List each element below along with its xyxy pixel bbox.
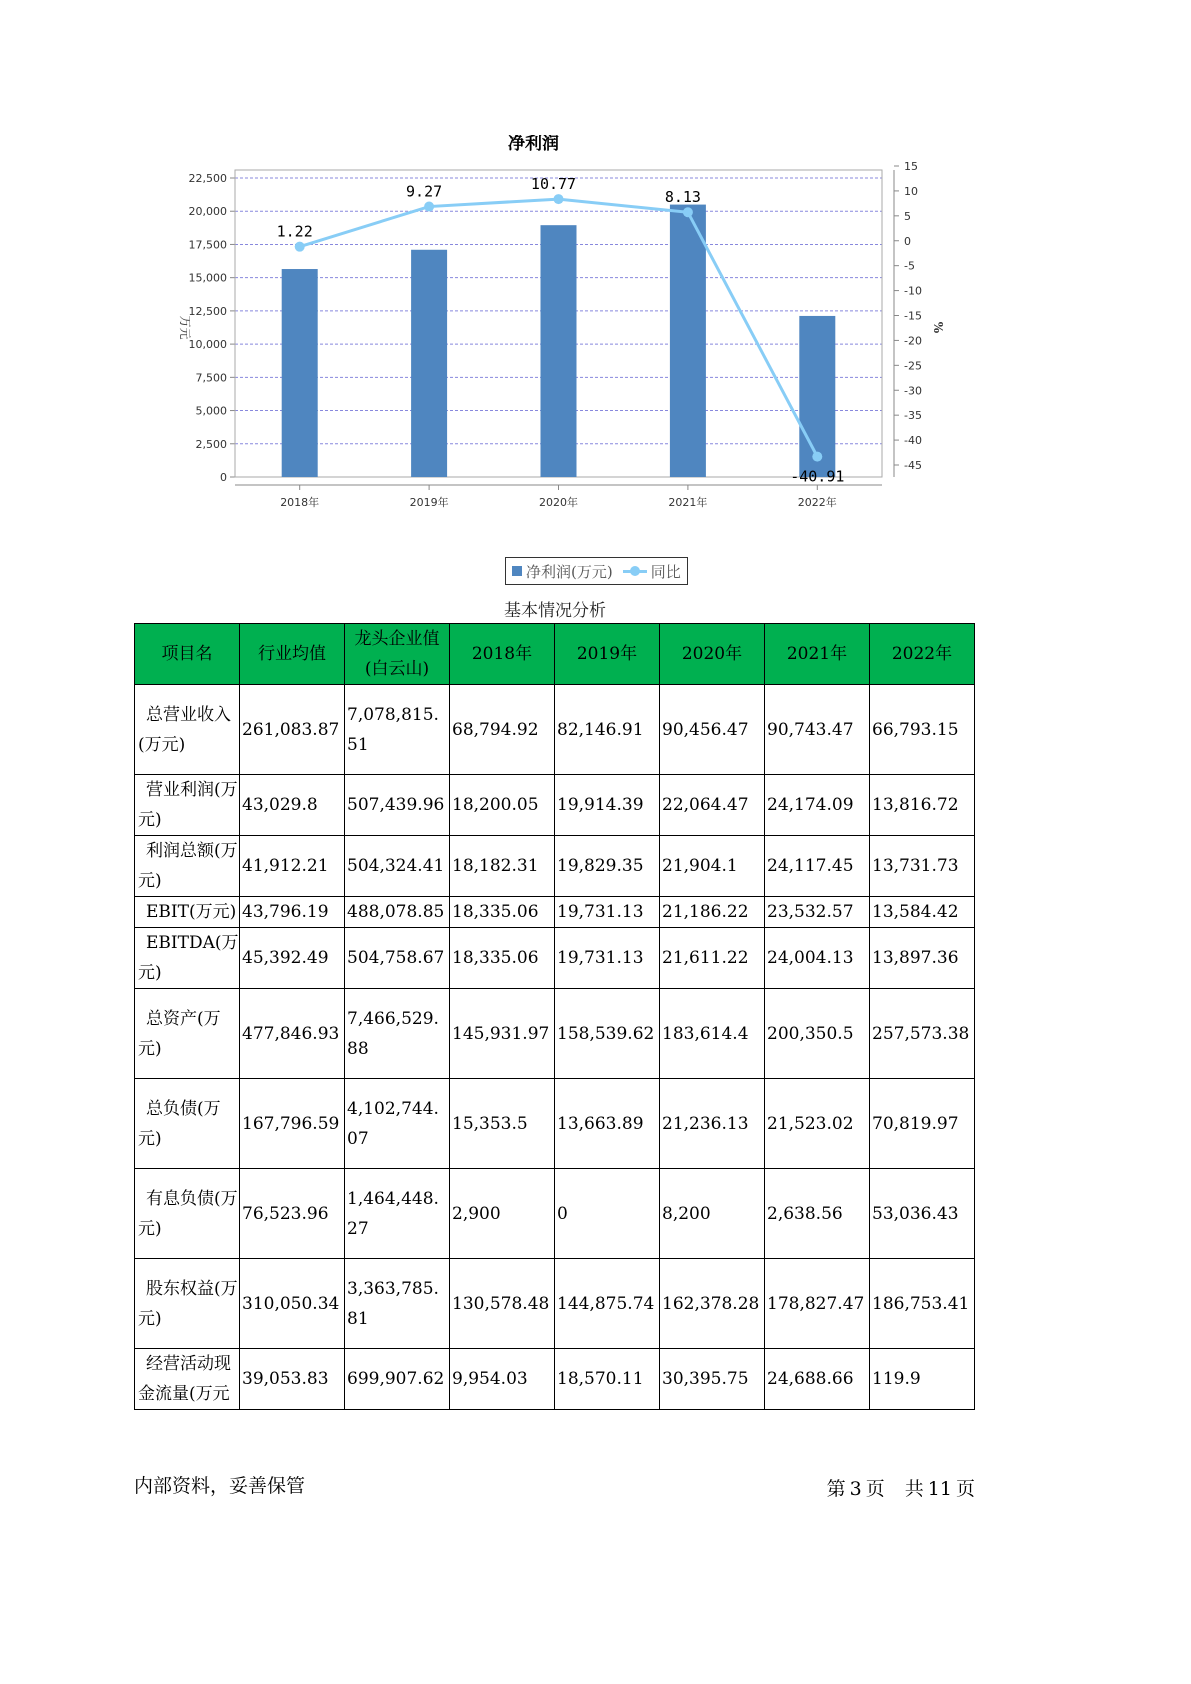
- yoy-point-4: [812, 452, 822, 462]
- value-cell: 19,731.13: [555, 897, 660, 928]
- value-cell: 22,064.47: [660, 775, 765, 836]
- value-cell: 1,464,448.27: [345, 1169, 450, 1259]
- x-tick-label: 2018年: [280, 496, 320, 509]
- row-label-cell: EBITDA(万元): [135, 928, 240, 989]
- basic-analysis-table: [134, 623, 975, 1410]
- table-row: [135, 928, 975, 989]
- table-header-row: [135, 624, 975, 685]
- row-label-cell: 总负债(万元): [135, 1079, 240, 1169]
- left-axis-title: 万元: [178, 315, 192, 340]
- row-label-cell: 总资产(万元): [135, 989, 240, 1079]
- value-cell: 19,914.39: [555, 775, 660, 836]
- row-label-cell: 有息负债(万元): [135, 1169, 240, 1259]
- right-tick-label: 0: [904, 234, 911, 248]
- table-row: [135, 1079, 975, 1169]
- value-cell: 82,146.91: [555, 685, 660, 775]
- x-tick-label: 2020年: [539, 496, 578, 509]
- header-cell: 龙头企业值(白云山): [345, 624, 450, 685]
- yoy-data-label: 10.77: [530, 175, 577, 194]
- right-tick-label: -40: [904, 434, 922, 448]
- value-cell: 43,796.19: [240, 897, 345, 928]
- value-cell: 19,829.35: [555, 836, 660, 897]
- value-cell: 8,200: [660, 1169, 765, 1259]
- value-cell: 13,731.73: [870, 836, 975, 897]
- left-tick-label: 10,000: [188, 338, 227, 352]
- value-cell: 200,350.5: [765, 989, 870, 1079]
- value-cell: 261,083.87: [240, 685, 345, 775]
- legend-label-line: 同比: [650, 562, 681, 581]
- value-cell: 507,439.96: [345, 775, 450, 836]
- value-cell: 21,186.22: [660, 897, 765, 928]
- right-tick-label: -45: [904, 459, 922, 472]
- value-cell: 24,004.13: [765, 928, 870, 989]
- left-tick-label: 2,500: [195, 437, 227, 451]
- yoy-point-0: [295, 242, 305, 252]
- value-cell: 3,363,785.81: [345, 1259, 450, 1349]
- page-indicator: [823, 1474, 975, 1501]
- value-cell: 310,050.34: [240, 1259, 345, 1349]
- value-cell: 183,614.4: [660, 989, 765, 1079]
- table-row: [135, 1349, 975, 1410]
- chart-canvas: [175, 135, 975, 555]
- value-cell: 21,236.13: [660, 1079, 765, 1169]
- value-cell: 21,523.02: [765, 1079, 870, 1169]
- net-profit-chart: [175, 135, 975, 595]
- value-cell: 24,688.66: [765, 1349, 870, 1410]
- table-row: [135, 989, 975, 1079]
- left-tick-label: 17,500: [188, 238, 227, 252]
- value-cell: 13,584.42: [870, 897, 975, 928]
- header-cell: 2021年: [765, 624, 870, 685]
- value-cell: 9,954.03: [450, 1349, 555, 1410]
- value-cell: 53,036.43: [870, 1169, 975, 1259]
- value-cell: 2,900: [450, 1169, 555, 1259]
- value-cell: 7,466,529.88: [345, 989, 450, 1079]
- value-cell: 488,078.85: [345, 897, 450, 928]
- value-cell: 24,117.45: [765, 836, 870, 897]
- left-tick-label: 7,500: [195, 371, 227, 385]
- yoy-data-label: 9.27: [406, 182, 443, 201]
- total-unit: 页: [955, 1478, 975, 1500]
- value-cell: 76,523.96: [240, 1169, 345, 1259]
- bar-3: [670, 205, 706, 477]
- table-row: [135, 836, 975, 897]
- value-cell: 13,897.36: [870, 928, 975, 989]
- row-label-cell: 总营业收入(万元): [135, 685, 240, 775]
- value-cell: 4,102,744.07: [345, 1079, 450, 1169]
- bar-1: [411, 250, 447, 477]
- value-cell: 13,816.72: [870, 775, 975, 836]
- right-tick-label: -20: [904, 334, 922, 348]
- yoy-data-label: 1.22: [276, 222, 313, 241]
- value-cell: 7,078,815.51: [345, 685, 450, 775]
- row-label-cell: 经营活动现金流量(万元: [135, 1349, 240, 1410]
- left-tick-label: 5,000: [195, 404, 227, 418]
- value-cell: 66,793.15: [870, 685, 975, 775]
- right-tick-label: -15: [904, 309, 922, 323]
- table-row: [135, 1169, 975, 1259]
- row-label-cell: 股东权益(万元): [135, 1259, 240, 1349]
- legend-label-bar: 净利润(万元): [526, 562, 613, 581]
- right-tick-label: -30: [904, 384, 922, 398]
- value-cell: 18,200.05: [450, 775, 555, 836]
- value-cell: 2,638.56: [765, 1169, 870, 1259]
- value-cell: 43,029.8: [240, 775, 345, 836]
- page-prefix: 第: [826, 1478, 846, 1500]
- row-label-cell: EBIT(万元): [135, 897, 240, 928]
- value-cell: 30,395.75: [660, 1349, 765, 1410]
- value-cell: 178,827.47: [765, 1259, 870, 1349]
- value-cell: 13,663.89: [555, 1079, 660, 1169]
- right-tick-label: -25: [904, 359, 922, 373]
- row-label-cell: 营业利润(万元): [135, 775, 240, 836]
- left-tick-label: 22,500: [188, 172, 227, 185]
- header-cell: 2019年: [555, 624, 660, 685]
- value-cell: 90,743.47: [765, 685, 870, 775]
- page-number: 3: [849, 1478, 862, 1500]
- value-cell: 70,819.97: [870, 1079, 975, 1169]
- x-tick-label: 2019年: [409, 496, 449, 509]
- left-tick-label: 15,000: [188, 271, 227, 285]
- chart-title: 净利润: [508, 135, 559, 154]
- value-cell: 18,335.06: [450, 897, 555, 928]
- value-cell: 45,392.49: [240, 928, 345, 989]
- value-cell: 162,378.28: [660, 1259, 765, 1349]
- chart-legend: [505, 557, 688, 585]
- value-cell: 21,904.1: [660, 836, 765, 897]
- header-cell: 项目名: [135, 624, 240, 685]
- value-cell: 504,758.67: [345, 928, 450, 989]
- value-cell: 41,912.21: [240, 836, 345, 897]
- value-cell: 130,578.48: [450, 1259, 555, 1349]
- value-cell: 699,907.62: [345, 1349, 450, 1410]
- row-label-cell: 利润总额(万元): [135, 836, 240, 897]
- yoy-point-1: [424, 202, 434, 212]
- right-tick-label: 10: [904, 184, 918, 198]
- left-tick-label: 12,500: [188, 304, 227, 318]
- x-tick-label: 2022年: [797, 496, 837, 509]
- value-cell: 158,539.62: [555, 989, 660, 1079]
- footer-note: 内部资料，妥善保管: [134, 1475, 306, 1497]
- right-tick-label: -35: [904, 409, 922, 423]
- value-cell: 18,182.31: [450, 836, 555, 897]
- right-tick-label: -5: [904, 259, 915, 273]
- value-cell: 18,335.06: [450, 928, 555, 989]
- value-cell: 68,794.92: [450, 685, 555, 775]
- table-row: [135, 775, 975, 836]
- value-cell: 90,456.47: [660, 685, 765, 775]
- value-cell: 257,573.38: [870, 989, 975, 1079]
- bar-swatch-icon: [512, 566, 522, 576]
- legend-item-bar: [512, 561, 613, 582]
- right-tick-label: -10: [904, 284, 922, 298]
- bar-0: [282, 269, 318, 477]
- yoy-data-label: 8.13: [664, 188, 701, 207]
- value-cell: 144,875.74: [555, 1259, 660, 1349]
- yoy-point-2: [554, 194, 564, 204]
- value-cell: 24,174.09: [765, 775, 870, 836]
- yoy-point-3: [683, 207, 693, 217]
- header-cell: 2022年: [870, 624, 975, 685]
- line-swatch-icon: [623, 565, 647, 577]
- value-cell: 39,053.83: [240, 1349, 345, 1410]
- value-cell: 21,611.22: [660, 928, 765, 989]
- header-cell: 行业均值: [240, 624, 345, 685]
- total-pages: 11: [927, 1478, 952, 1500]
- right-tick-label: 5: [904, 209, 911, 223]
- page-unit: 页: [865, 1478, 885, 1500]
- value-cell: 504,324.41: [345, 836, 450, 897]
- header-cell: 2018年: [450, 624, 555, 685]
- right-axis-title: %: [931, 321, 945, 334]
- value-cell: 19,731.13: [555, 928, 660, 989]
- table-row: [135, 897, 975, 928]
- left-tick-label: 20,000: [188, 205, 227, 219]
- value-cell: 186,753.41: [870, 1259, 975, 1349]
- table-caption: 基本情况分析: [504, 601, 606, 621]
- value-cell: 15,353.5: [450, 1079, 555, 1169]
- table-row: [135, 685, 975, 775]
- value-cell: 23,532.57: [765, 897, 870, 928]
- value-cell: 167,796.59: [240, 1079, 345, 1169]
- left-tick-label: 0: [220, 471, 227, 484]
- total-prefix: 共: [904, 1478, 924, 1500]
- legend-item-line: [623, 561, 681, 582]
- value-cell: 477,846.93: [240, 989, 345, 1079]
- value-cell: 18,570.11: [555, 1349, 660, 1410]
- value-cell: 119.9: [870, 1349, 975, 1410]
- table-row: [135, 1259, 975, 1349]
- value-cell: 0: [555, 1169, 660, 1259]
- yoy-data-label: -40.91: [790, 467, 845, 486]
- header-cell: 2020年: [660, 624, 765, 685]
- bar-2: [541, 225, 577, 477]
- right-tick-label: 15: [904, 160, 918, 173]
- x-tick-label: 2021年: [668, 496, 708, 509]
- value-cell: 145,931.97: [450, 989, 555, 1079]
